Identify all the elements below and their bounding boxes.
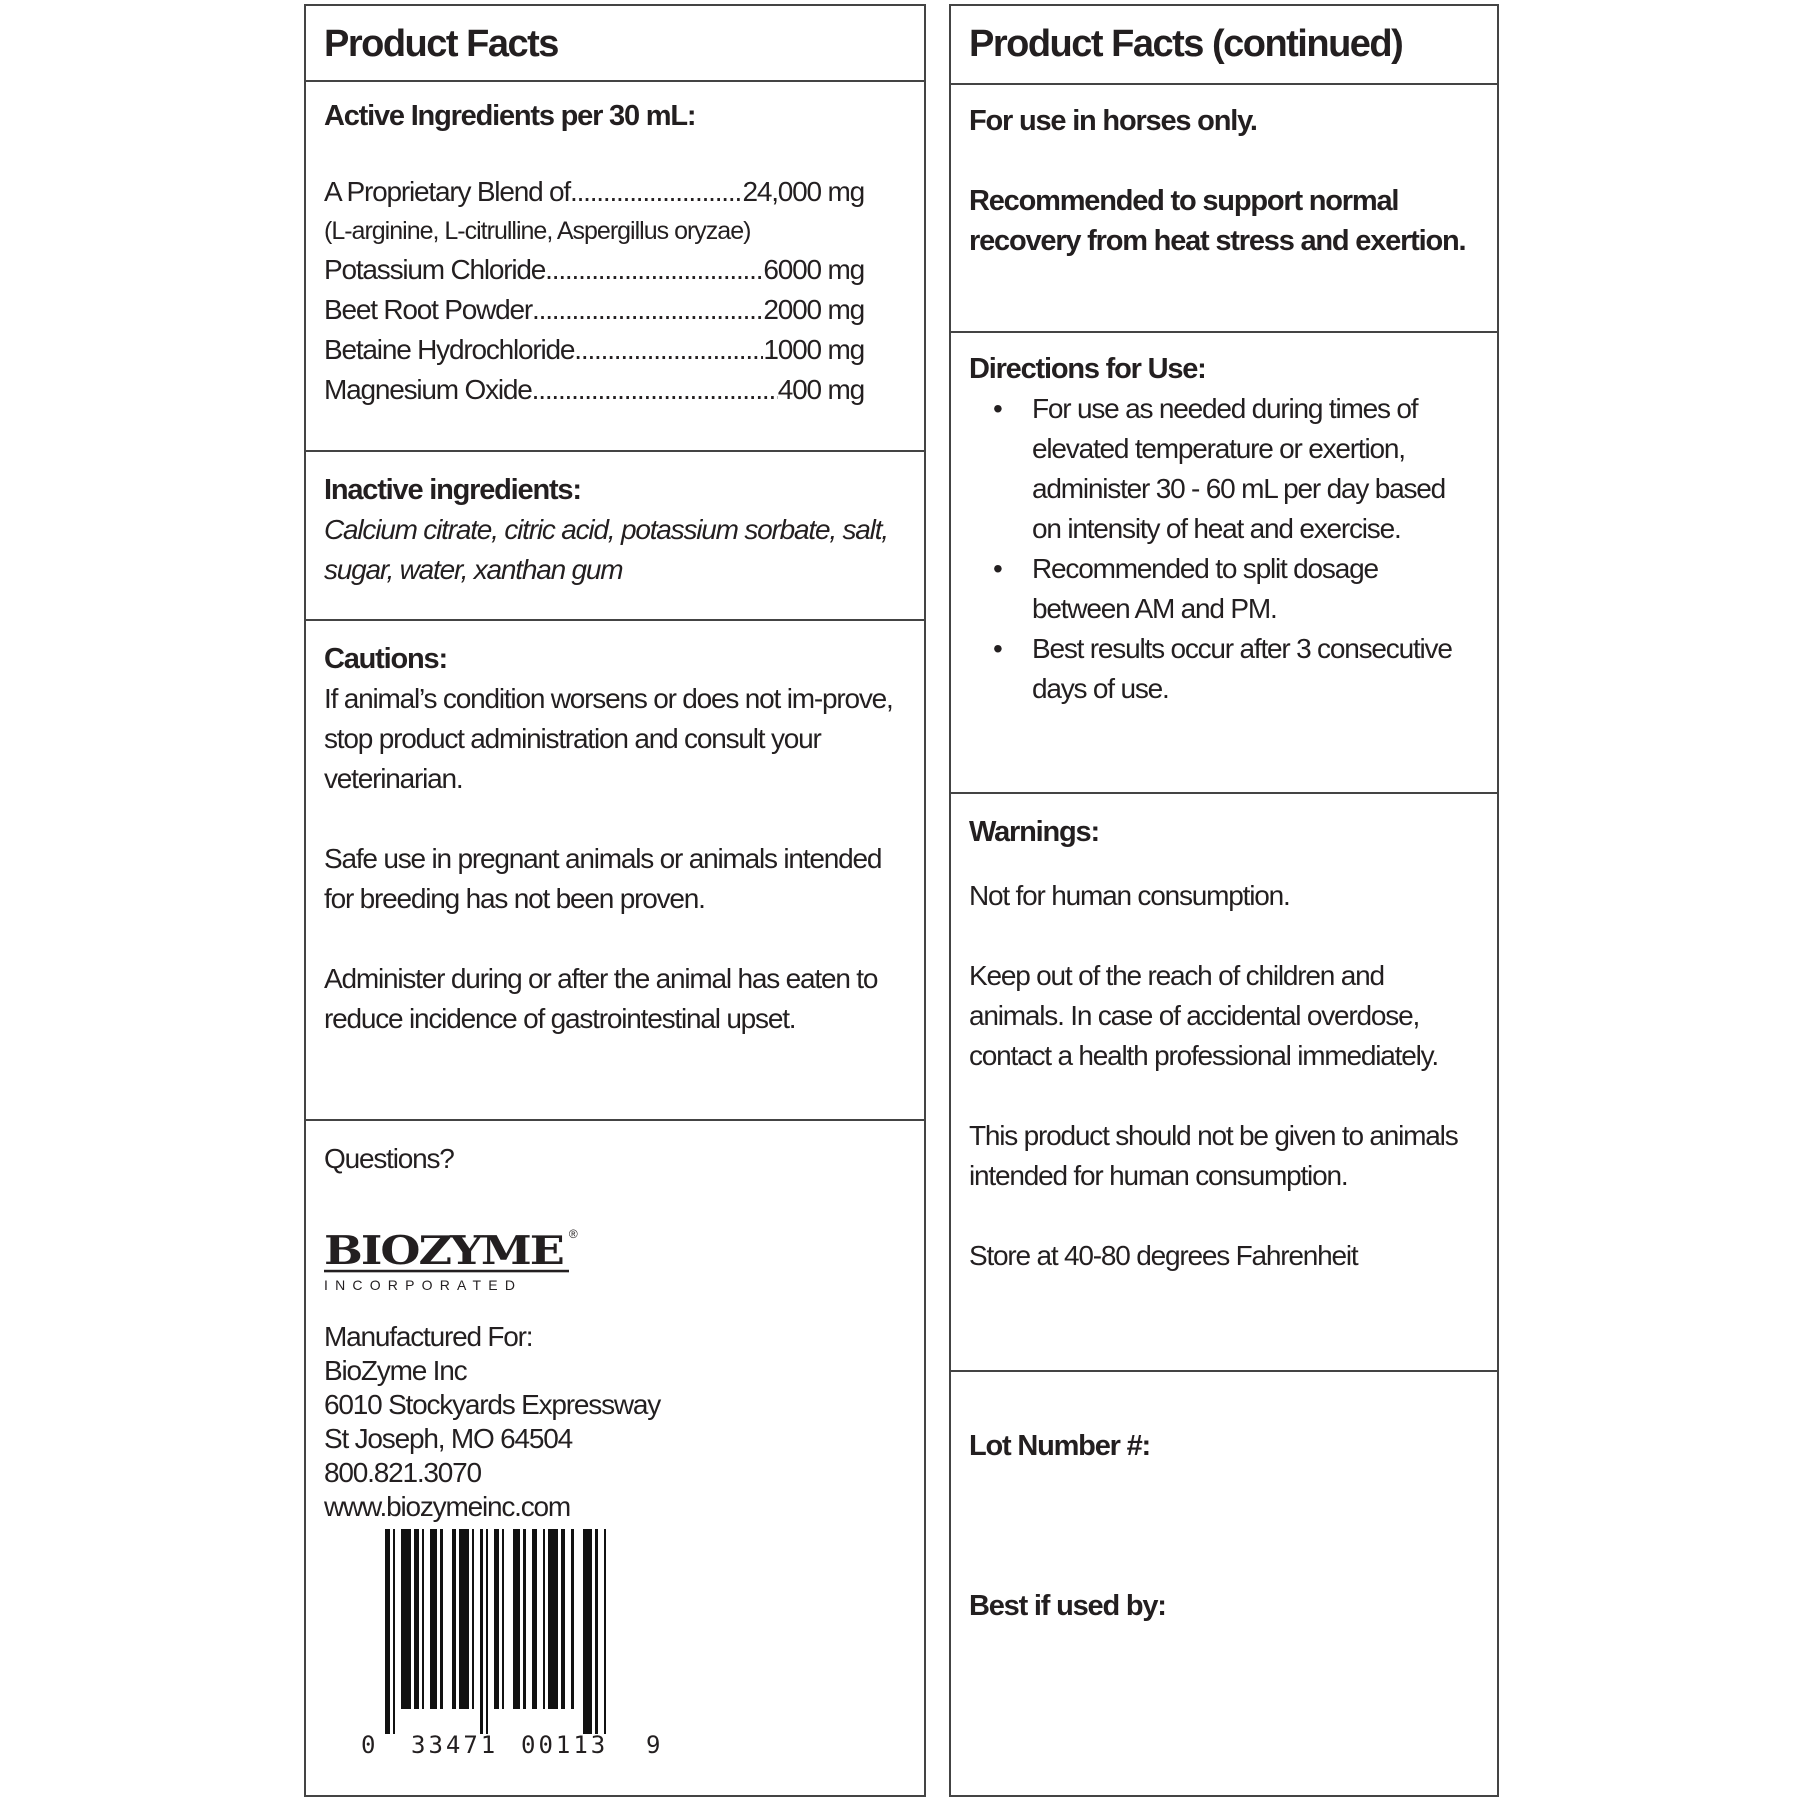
questions-section (306, 1121, 924, 1795)
ingredient-row (324, 172, 864, 212)
lot-number-label: Lot Number #: (969, 1430, 1150, 1462)
barcode-bar (513, 1529, 520, 1709)
cautions-section (306, 621, 924, 1121)
caution-text: Administer during or after the animal has eaten to reduce incidence of gastrointestinal upset. (324, 963, 878, 1034)
logo-subtext: INCORPORATED (324, 1277, 523, 1293)
directions-section (951, 333, 1497, 794)
panel-header (306, 6, 924, 82)
barcode-bar (414, 1529, 419, 1709)
barcode-bar (583, 1529, 593, 1734)
barcode-bar (422, 1529, 424, 1709)
website-link[interactable]: www.biozymeinc.com (324, 1491, 571, 1522)
blend-note: (L-arginine, L-citrulline, Aspergillus oryzae) (324, 217, 751, 245)
directions-heading: Directions for Use: (969, 353, 1206, 385)
barcode-bars (385, 1529, 640, 1734)
warnings-heading: Warnings: (969, 816, 1099, 848)
barcode-bar (459, 1529, 469, 1709)
ingredient-amount: 2000 mg (763, 294, 864, 325)
barcode-bar (604, 1529, 606, 1734)
ingredient-name: Beet Root Powder (324, 294, 533, 325)
biozyme-logo (324, 1227, 609, 1294)
product-facts-continued-panel (949, 4, 1499, 1797)
lot-section (951, 1372, 1497, 1795)
barcode-bar (502, 1529, 504, 1709)
inactive-ingredients-section (306, 452, 924, 621)
direction-item: • Best results occur after 3 consecutive days of use. (969, 629, 1479, 709)
barcode-bar (452, 1529, 457, 1709)
barcode-bar (543, 1529, 545, 1709)
leader-dots (532, 290, 763, 330)
panel-header (951, 6, 1497, 85)
barcode-bar (595, 1529, 597, 1734)
phone-number: 800.821.3070 (324, 1457, 481, 1488)
ingredient-amount: 400 mg (777, 374, 864, 405)
company-name: BioZyme Inc (324, 1355, 467, 1386)
ingredient-amount: 1000 mg (763, 334, 864, 365)
warning-text: Keep out of the reach of children and animals. In case of accidental overdose, contact a health professional immediately. (969, 960, 1438, 1071)
leader-dots (532, 370, 778, 410)
leader-dots (545, 250, 763, 290)
ingredient-row (324, 250, 864, 290)
leader-dots (570, 172, 742, 212)
ingredient-amount: 24,000 mg (742, 176, 864, 207)
directions-list (969, 389, 1479, 709)
barcode-bar (472, 1529, 474, 1709)
product-facts-panel (304, 4, 926, 1797)
barcode-digit: 9 (646, 1731, 664, 1759)
barcode-bar (571, 1529, 573, 1709)
barcode-bar (480, 1529, 482, 1734)
barcode-bar (494, 1529, 499, 1709)
barcode-bar (385, 1529, 390, 1734)
storage-text: Store at 40-80 degrees Fahrenheit (969, 1240, 1358, 1271)
ingredient-name: A Proprietary Blend of (324, 176, 570, 207)
recommendation-text: Recommended to support normal recovery from heat stress and exertion. (969, 185, 1466, 257)
warning-text: This product should not be given to animals intended for human consumption. (969, 1120, 1458, 1191)
ingredient-row (324, 330, 864, 370)
barcode-bar (393, 1529, 395, 1734)
warning-text: Not for human consumption. (969, 880, 1290, 911)
city-state-zip: St Joseph, MO 64504 (324, 1423, 573, 1454)
ingredient-name: Betaine Hydrochloride (324, 334, 575, 365)
barcode-bar (486, 1529, 488, 1734)
street-address: 6010 Stockyards Expressway (324, 1389, 661, 1420)
barcode-bar (401, 1529, 411, 1709)
ingredient-name: Potassium Chloride (324, 254, 546, 285)
barcode-bar (523, 1529, 525, 1709)
panel-title: Product Facts (continued) (969, 23, 1403, 65)
barcode-digits-left: 33471 (411, 1731, 499, 1759)
barcode-bar (440, 1529, 442, 1709)
barcode-bar (532, 1529, 537, 1709)
usage-intro-section (951, 85, 1497, 333)
inactive-heading: Inactive ingredients: (324, 474, 581, 506)
ingredient-row (324, 370, 864, 410)
active-ingredients-section (306, 82, 924, 452)
barcode-bar (561, 1529, 566, 1709)
barcode-bar (548, 1529, 558, 1709)
registered-mark: ® (568, 1227, 578, 1241)
caution-text: Safe use in pregnant animals or animals intended for breeding has not been proven. (324, 843, 882, 914)
logo-wordmark: BIOZYME (324, 1231, 569, 1273)
manufactured-for-label: Manufactured For: (324, 1321, 533, 1352)
ingredient-name: Magnesium Oxide (324, 374, 532, 405)
ingredient-amount: 6000 mg (763, 254, 864, 285)
active-ingredients-heading: Active Ingredients per 30 mL: (324, 100, 696, 132)
barcode-digit: 0 (361, 1731, 379, 1759)
horses-only-text: For use in horses only. (969, 105, 1257, 137)
warnings-section (951, 794, 1497, 1372)
leader-dots (574, 330, 763, 370)
barcode-digits-right: 00113 (521, 1731, 609, 1759)
direction-item: • Recommended to split dosage between AM and PM. (969, 549, 1479, 629)
questions-label: Questions? (324, 1143, 454, 1174)
inactive-text: Calcium citrate, citric acid, potassium sorbate, salt, sugar, water, xanthan gum (324, 514, 888, 585)
caution-text: If animal’s condition worsens or does not im-prove, stop product administration and consult your veterinarian. (324, 683, 893, 794)
ingredient-row (324, 290, 864, 330)
barcode-bar (430, 1529, 437, 1709)
cautions-heading: Cautions: (324, 643, 447, 675)
best-by-label: Best if used by: (969, 1590, 1166, 1622)
direction-item: • For use as needed during times of elevated temperature or exertion, administer 30 - 60 mL per day based on intensity of heat and exercise. (969, 389, 1479, 549)
panel-title: Product Facts (324, 23, 558, 65)
upc-barcode (361, 1529, 664, 1759)
